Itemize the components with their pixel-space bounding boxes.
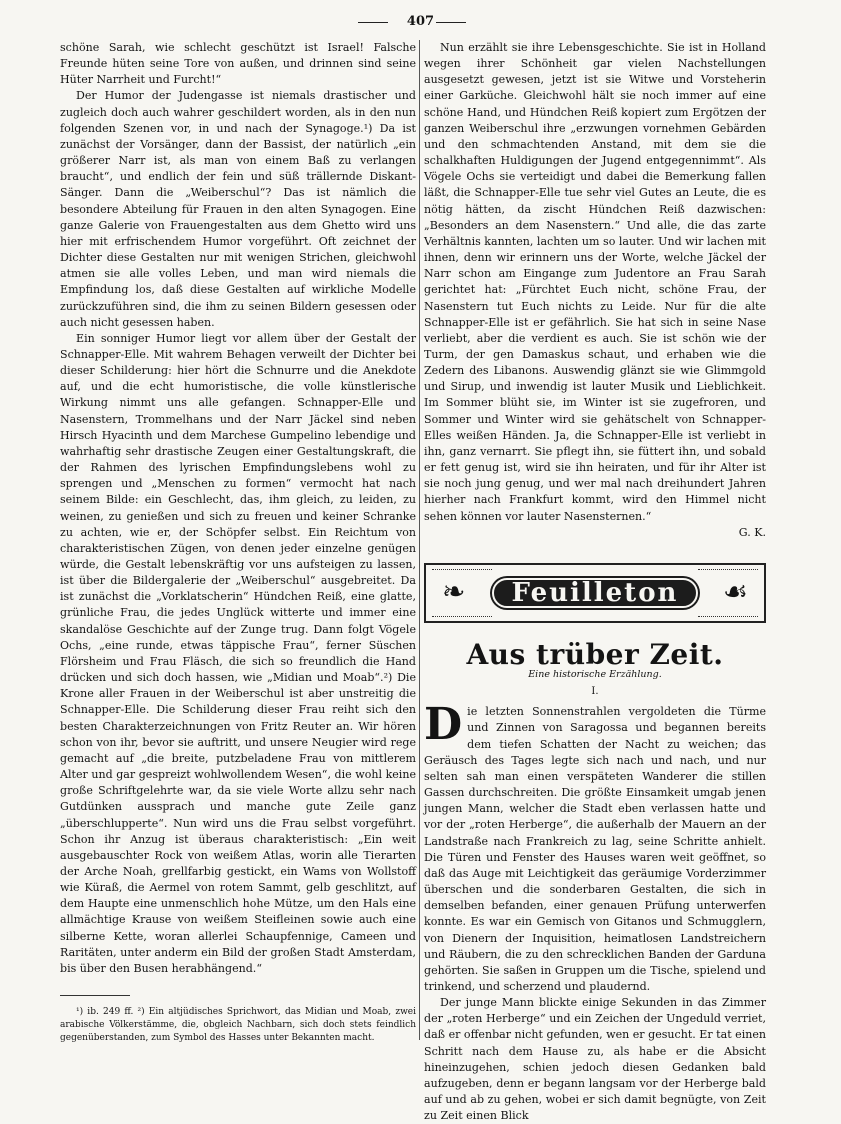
story-chapter: I. <box>591 686 599 698</box>
left-column <box>60 40 416 1045</box>
column-divider <box>419 40 420 1040</box>
leaf-ornament-icon: ❧ <box>442 574 466 608</box>
story-subtitle: Eine historische Erzählung. <box>528 669 662 680</box>
story-paragraph: Der junge Mann blickte einige Sekunden in das Zimmer der „roten Herberge“ und ein Zeichen der Ungeduld verriet, daß er offenbar nicht gefunden, wen er gesucht. Er tat einen Schritt nach dem Hause zu, als habe er die Absicht hineinzugehen, schien jedoch diesen Gedanken bald aufzugeben, denn er begann langsam vor der Herberge bald auf und ab zu gehen, wobei er sich damit begnügte, von Zeit zu Zeit einen Blick <box>424 996 766 1123</box>
footnote-rule <box>60 995 130 996</box>
left-paragraph: Ein sonniger Humor liegt vor allem über der Gestalt der Schnapper-Elle. Mit wahrem Behagen verweilt der Dichter bei dieser Schilderung: hier hört die Schnurre und die Anekdote auf, und die echt humoristische, die volle künstlerische Wirkung nimmt uns alle gefangen. Schnapper-Elle und Nasenstern, Trommelhans und der Narr Jäckel sind neben Hirsch Hyacinth und dem Marchese Gumpelino lebendige und wahrhaftig sehr drastische Zeugen einer Gestaltungskraft, die der Rahmen des lyrischen Empfindungslebens wohl zu sprengen und „Menschen zu formen“ vermocht hat nach seinem Bilde: ein Geschlecht, das, ihm gleich, zu leiden, zu weinen, zu genießen und sich zu freuen und keiner Schranke zu achten, wie er, der Schöpfer selbst. Ein Reichtum von charakteristischen Zügen, von denen jeder einzelne genügen würde, die Gestalt lebenskräftig vor uns aufsteigen zu lassen, ist über die Bildergalerie der „Weiberschul“ ausgebreitet. Da ist zunächst die „Vorklatscherin“ Hündchen Reiß, eine glatte, grünliche Frau, die jedes Unglück witterte und immer eine skandalöse Geschichte auf der Zunge trug. Dann folgt Vögele Ochs, „eine runde, etwas täppische Frau“, ferner Süschen Flörsheim und Frau Fläsch, die sich so freundlich die Hand drücken und sich doch hassen, wie „Midian und Moab“.²) Die Krone aller Frauen in der Weiberschul ist aber unstreitig die Schnapper-Elle. Die Schilderung dieser Frau reiht sich den besten Charakterzeichnungen von Fritz Reuter an. Wir hören schon von ihr, bevor sie auftritt, und unsere Neugier wird rege gemacht auf „die breite, putzbeladene Frau von mittlerem Alter und gar gespreizt wohlwollendem Wesen“, die wohl keine große Schriftgelehrte war, da sie viele Worte allzu sehr nach Gutdünken aussprach und manche gute Zeile ganz „überschlupperte“. Nun wird uns die Frau selbst vorgeführt. Schon ihr Anzug ist überaus charakteristisch: „Ein weit ausgebauschter Rock von weißem Atlas, worin alle Tierarten der Arche Noah, grellfarbig gestickt, ein Wams von Wollstoff wie Küraß, die Aermel von rotem Sammt, gelb geschlitzt, auf dem Haupte eine unmenschlich hohe Mütze, um den Hals eine allmächtige Krause von weißem Steifleinen sowie auch eine silberne Kette, woran allerlei Schaupfennige, Cameen und Raritäten, unter anderm ein Bild der großen Stadt Amsterdam, bis über den Busen herabhängend.“ <box>60 331 416 975</box>
feuilleton-banner <box>424 563 766 623</box>
header-rule-right <box>436 22 466 23</box>
right-paragraph: Nun erzählt sie ihre Lebensgeschichte. Sie ist in Holland wegen ihrer Schönheit gar vielen Nachstellungen ausgesetzt gewesen, jetzt ist sie Witwe und Vorsteherin einer Garküche. Gleichwohl hält sie noch immer auf eine schöne Hand, und Hündchen Reiß kopiert zum Ergötzen der ganzen Weiberschul ihre „erzwungen vornehmen Gebärden und den schmachtenden Anstand, mit dem sie die schalkhaften Huldigungen der Jugend entgegennimmt“. Als Vögele Ochs sie verteidigt und dabei die Bemerkung fallen läßt, die Schnapper-Elle tue sehr viel Gutes an Leute, die es nötig hätten, da zischt Hündchen Reiß dazwischen: „Besonders an dem Nasenstern.“ Und alle, die das zarte Verhältnis kannten, lachten um so lauter. Und wir lachen mit ihnen, denn wir erinnern uns der Worte, welche Jäckel der Narr schon am Eingange zum Judentore an Frau Sarah gerichtet hat: „Fürchtet Euch nicht, schöne Frau, der Nasenstern tut Euch nichts zu Leide. Nur für die alte Schnapper-Elle ist er gefährlich. Sie hat sich in seine Nase verliebt, aber die verdient es auch. Sie ist schön wie der Turm, der gen Damaskus schaut, und erhaben wie die Zedern des Libanons. Auswendig glänzt sie wie Glimmgold und Sirup, und inwendig ist lauter Musik und Lieblichkeit. Im Sommer blüht sie, im Winter ist sie zugefroren, und Sommer und Winter wird sie gehätschelt von Schnapper-Elles weißen Händen. Ja, die Schnapper-Elle ist verliebt in ihn, ganz vernarrt. Sie pflegt ihn, sie füttert ihn, und sobald er fett genug ist, wird sie ihn heiraten, und für ihr Alter ist sie noch jung genug, und wer mal nach dreihundert Jahren hierher nach Frankfurt kommt, wird den Himmel nicht sehen können vor lauter Nasensternen.“ <box>424 41 766 523</box>
article-signature-line <box>424 525 766 541</box>
leaf-ornament-icon: ☙ <box>722 574 748 608</box>
feuilleton-title: Feuilleton <box>492 578 699 608</box>
left-paragraph: schöne Sarah, wie schlecht geschützt ist Israel! Falsche Freunde hüten seine Tore von außen, und drinnen sind seine Hüter Narrheit und Furcht!“ <box>60 41 416 87</box>
left-paragraph: Der Humor der Judengasse ist niemals drastischer und zugleich doch auch wahrer geschildert worden, als in den nun folgenden Szenen vor, in und nach der Synagoge.¹) Da ist zunächst der Vorsänger, dann der Bassist, der natürlich „ein größerer Narr ist, als man von einem Baß zu verlangen braucht“, und endlich der fein und süß trällernde Diskant-Sänger. Dann die „Weiberschul“? Das ist nämlich die besondere Abteilung für Frauen in den alten Synagogen. Eine ganze Galerie von Frauengestalten aus dem Ghetto wird uns hier mit erfrischendem Humor vorgeführt. Oft zeichnet der Dichter diese Gestalten nur mit wenigen Strichen, gleichwohl atmen sie alle volles Leben, und man wird niemals die Empfindung los, daß diese Gestalten auf wirkliche Modelle zurückzuführen sind, die ihm zu seinen Bildern gesessen oder auch nicht gesessen haben. <box>60 89 416 329</box>
drop-cap: D <box>424 699 463 751</box>
story-paragraph <box>424 699 766 995</box>
story-title: Aus trüber Zeit. <box>466 637 724 671</box>
right-column <box>424 40 766 1124</box>
article-signature: G. K. <box>738 525 766 539</box>
story-paragraph-text: ie letzten Sonnenstrahlen vergoldeten die Türme und Zinnen von Saragossa und begannen bereits dem tiefen Schatten der Nacht zu weichen; das Geräusch des Tages legte sich nach und nach, und nur selten sah man einen verspäteten Wanderer die stillen Gassen durchschreiten. Die größte Einsamkeit umgab jenen jungen Mann, welcher die Stadt eben verlassen hatte und vor der „roten Herberge“, die außerhalb der Mauern an der Landstraße nach Frankreich zu lag, seine Schritte anhielt. Die Türen und Fenster des Hauses waren weit geöffnet, so daß das Auge mit Leichtigkeit das geräumige Vorderzimmer überschen und die sonderbaren Gestalten, die sich in demselben befanden, einer genauen Prüfung unterwerfen konnte. Es war ein Gemisch von Gitanos und Schmugglern, von Dienern der Inquisition, heimatlosen Landstreichern und Räubern, die zu den schrecklichen Banden der Garduna gehörten. Sie saßen in Gruppen um die Tische, spielend und trinkend, und scherzend und plaudernd. <box>424 705 766 993</box>
footnotes: ¹) ib. 249 ff. ²) Ein altjüdisches Sprichwort, das Midian und Moab, zwei arabische Völkerstämme, die, obgleich Nachbarn, sich doch stets feindlich gegenüberstanden, zum Symbol des Hasses unter Bekannten macht. <box>60 1007 416 1044</box>
page-number: 407 <box>406 14 435 29</box>
